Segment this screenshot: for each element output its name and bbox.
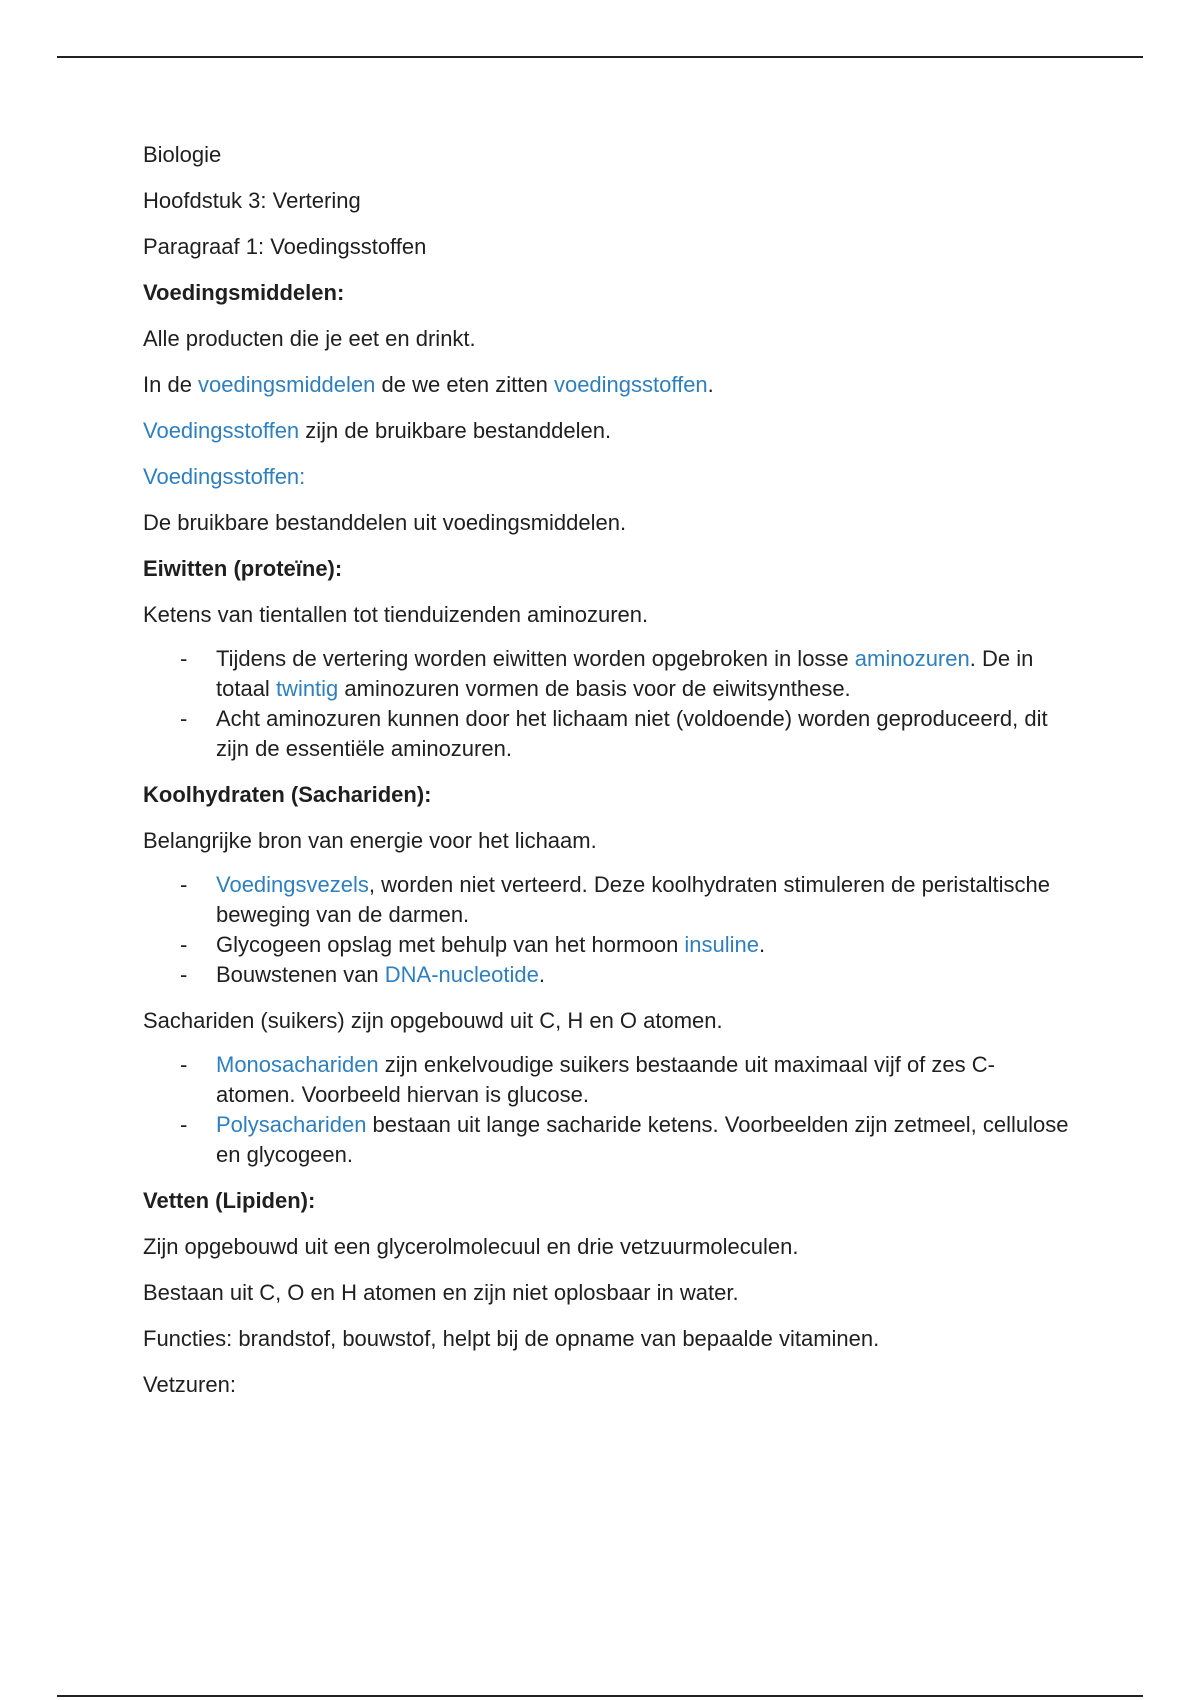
paragraph-title: Paragraaf 1: Voedingsstoffen: [143, 234, 427, 259]
term-voedingsvezels: Voedingsvezels: [216, 872, 369, 897]
term-monosachariden: Monosachariden: [216, 1052, 379, 1077]
term-twintig: twintig: [275, 676, 339, 701]
eiwitten-heading: Eiwitten (proteïne):: [143, 556, 343, 581]
voedingsmiddelen-heading: Voedingsmiddelen:: [143, 280, 345, 305]
eiwitten-definition: Ketens van tientallen tot tienduizenden aminozuren.: [143, 602, 649, 627]
bottom-rule: [57, 1695, 1143, 1697]
sachariden-list: [143, 1050, 1073, 1170]
term-insuline: insuline: [684, 932, 760, 957]
list-item: - Voedingsvezels, worden niet verteerd. Deze koolhydraten stimuleren de peristaltische beweging van de darmen.: [143, 870, 1073, 930]
koolhydraten-list: [143, 870, 1073, 990]
document-body: [143, 140, 1073, 1416]
term-voedingsstoffen: voedingsstoffen: [553, 372, 708, 397]
term-voedingsstoffen-2: Voedingsstoffen: [143, 418, 300, 443]
vetten-line-2: Bestaan uit C, O en H atomen en zijn niet oplosbaar in water.: [143, 1280, 739, 1305]
voedingsmiddelen-line-3: Voedingsstoffen zijn de bruikbare bestanddelen.: [143, 418, 612, 443]
term-dna-nucleotide: DNA-nucleotide: [384, 962, 539, 987]
term-aminozuren: aminozuren: [854, 646, 970, 671]
voedingsstoffen-heading: Voedingsstoffen:: [143, 464, 306, 489]
list-item: - Glycogeen opslag met behulp van het hormoon insuline.: [143, 930, 1073, 960]
list-item: - Bouwstenen van DNA-nucleotide.: [143, 960, 1073, 990]
chapter-title: Hoofdstuk 3: Vertering: [143, 188, 361, 213]
term-voedingsmiddelen: voedingsmiddelen: [198, 372, 376, 397]
list-item: - Polysachariden bestaan uit lange sacharide ketens. Voorbeelden zijn zetmeel, cellulose en glycogeen.: [143, 1110, 1073, 1170]
list-item: - Tijdens de vertering worden eiwitten worden opgebroken in losse aminozuren. De in totaal twintig aminozuren vormen de basis voor de eiwitsynthese.: [143, 644, 1073, 704]
list-item: - Monosachariden zijn enkelvoudige suikers bestaande uit maximaal vijf of zes C-atomen. Voorbeeld hiervan is glucose.: [143, 1050, 1073, 1110]
list-item: - Acht aminozuren kunnen door het lichaam niet (voldoende) worden geproduceerd, dit zijn de essentiële aminozuren.: [143, 704, 1073, 764]
voedingsmiddelen-definition: Alle producten die je eet en drinkt.: [143, 326, 476, 351]
voedingsstoffen-definition: De bruikbare bestanddelen uit voedingsmiddelen.: [143, 510, 627, 535]
koolhydraten-heading: Koolhydraten (Sachariden):: [143, 782, 432, 807]
vetten-line-3: Functies: brandstof, bouwstof, helpt bij de opname van bepaalde vitaminen.: [143, 1326, 880, 1351]
vetten-heading: Vetten (Lipiden):: [143, 1188, 316, 1213]
term-polysachariden: Polysachariden: [216, 1112, 367, 1137]
vetten-line-1: Zijn opgebouwd uit een glycerolmolecuul en drie vetzuurmoleculen.: [143, 1234, 799, 1259]
voedingsmiddelen-line-2: In de voedingsmiddelen de we eten zitten voedingsstoffen.: [143, 372, 714, 397]
eiwitten-list: [143, 644, 1073, 764]
subject-title: Biologie: [143, 142, 222, 167]
vetten-line-4: Vetzuren:: [143, 1372, 236, 1397]
sachariden-line: Sachariden (suikers) zijn opgebouwd uit C, H en O atomen.: [143, 1008, 723, 1033]
top-rule: [57, 56, 1143, 58]
koolhydraten-definition: Belangrijke bron van energie voor het lichaam.: [143, 828, 597, 853]
